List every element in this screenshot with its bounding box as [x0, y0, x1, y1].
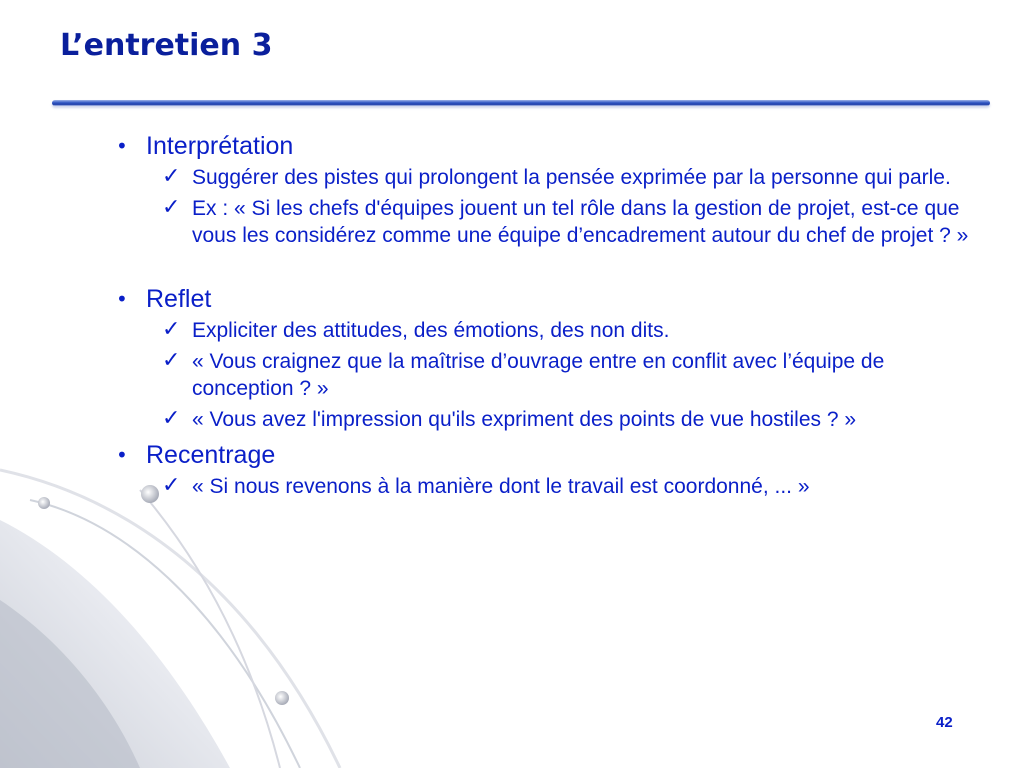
bullet-icon: •: [116, 443, 128, 467]
sub-item-text: « Vous avez l'impression qu'ils expriment des points de vue hostiles ? »: [192, 408, 857, 431]
sub-list-item: [146, 406, 972, 433]
sub-item-text: Expliciter des attitudes, des émotions, des non dits.: [192, 319, 670, 342]
checkmark-icon: ✓: [162, 473, 181, 498]
sub-list: [146, 164, 968, 249]
slide-title: L’entretien 3: [60, 28, 273, 63]
sub-item-text: Ex : « Si les chefs d'équipes jouent un tel rôle dans la gestion de projet, est-ce que vous les considérez comme une équipe d’encadrement autour du chef de projet ? »: [192, 197, 969, 247]
list-item-interpretation: [108, 130, 968, 249]
title-underline-rule: [52, 100, 990, 106]
sub-item-text: Suggérer des pistes qui prolongent la pensée exprimée par la personne qui parle.: [192, 166, 951, 189]
checkmark-icon: ✓: [162, 195, 181, 220]
sub-item-text: « Vous craignez que la maîtrise d’ouvrage entre en conflit avec l’équipe de conception ? »: [192, 350, 885, 400]
checkmark-icon: ✓: [162, 406, 181, 431]
sub-list-item: [146, 195, 972, 249]
checkmark-icon: ✓: [162, 164, 181, 189]
checkmark-icon: ✓: [162, 317, 181, 342]
section-label: Recentrage: [146, 441, 276, 469]
bullet-icon: •: [116, 287, 128, 311]
list-item-recentrage: [108, 439, 968, 500]
sub-list: [146, 317, 968, 433]
bullet-icon: •: [116, 134, 128, 158]
sub-list-item: [146, 317, 972, 344]
section-label: Interprétation: [146, 132, 294, 160]
checkmark-icon: ✓: [162, 348, 181, 373]
sub-list-item: [146, 164, 972, 191]
bullet-list: [108, 130, 968, 500]
slide-content: [108, 130, 968, 504]
page-number: 42: [936, 714, 953, 731]
sub-list: [146, 473, 968, 500]
sub-list-item: [146, 473, 972, 500]
list-item-reflet: [108, 283, 968, 433]
sub-list-item: [146, 348, 972, 402]
sub-item-text: « Si nous revenons à la manière dont le travail est coordonné, ... »: [192, 475, 810, 498]
section-label: Reflet: [146, 285, 212, 313]
